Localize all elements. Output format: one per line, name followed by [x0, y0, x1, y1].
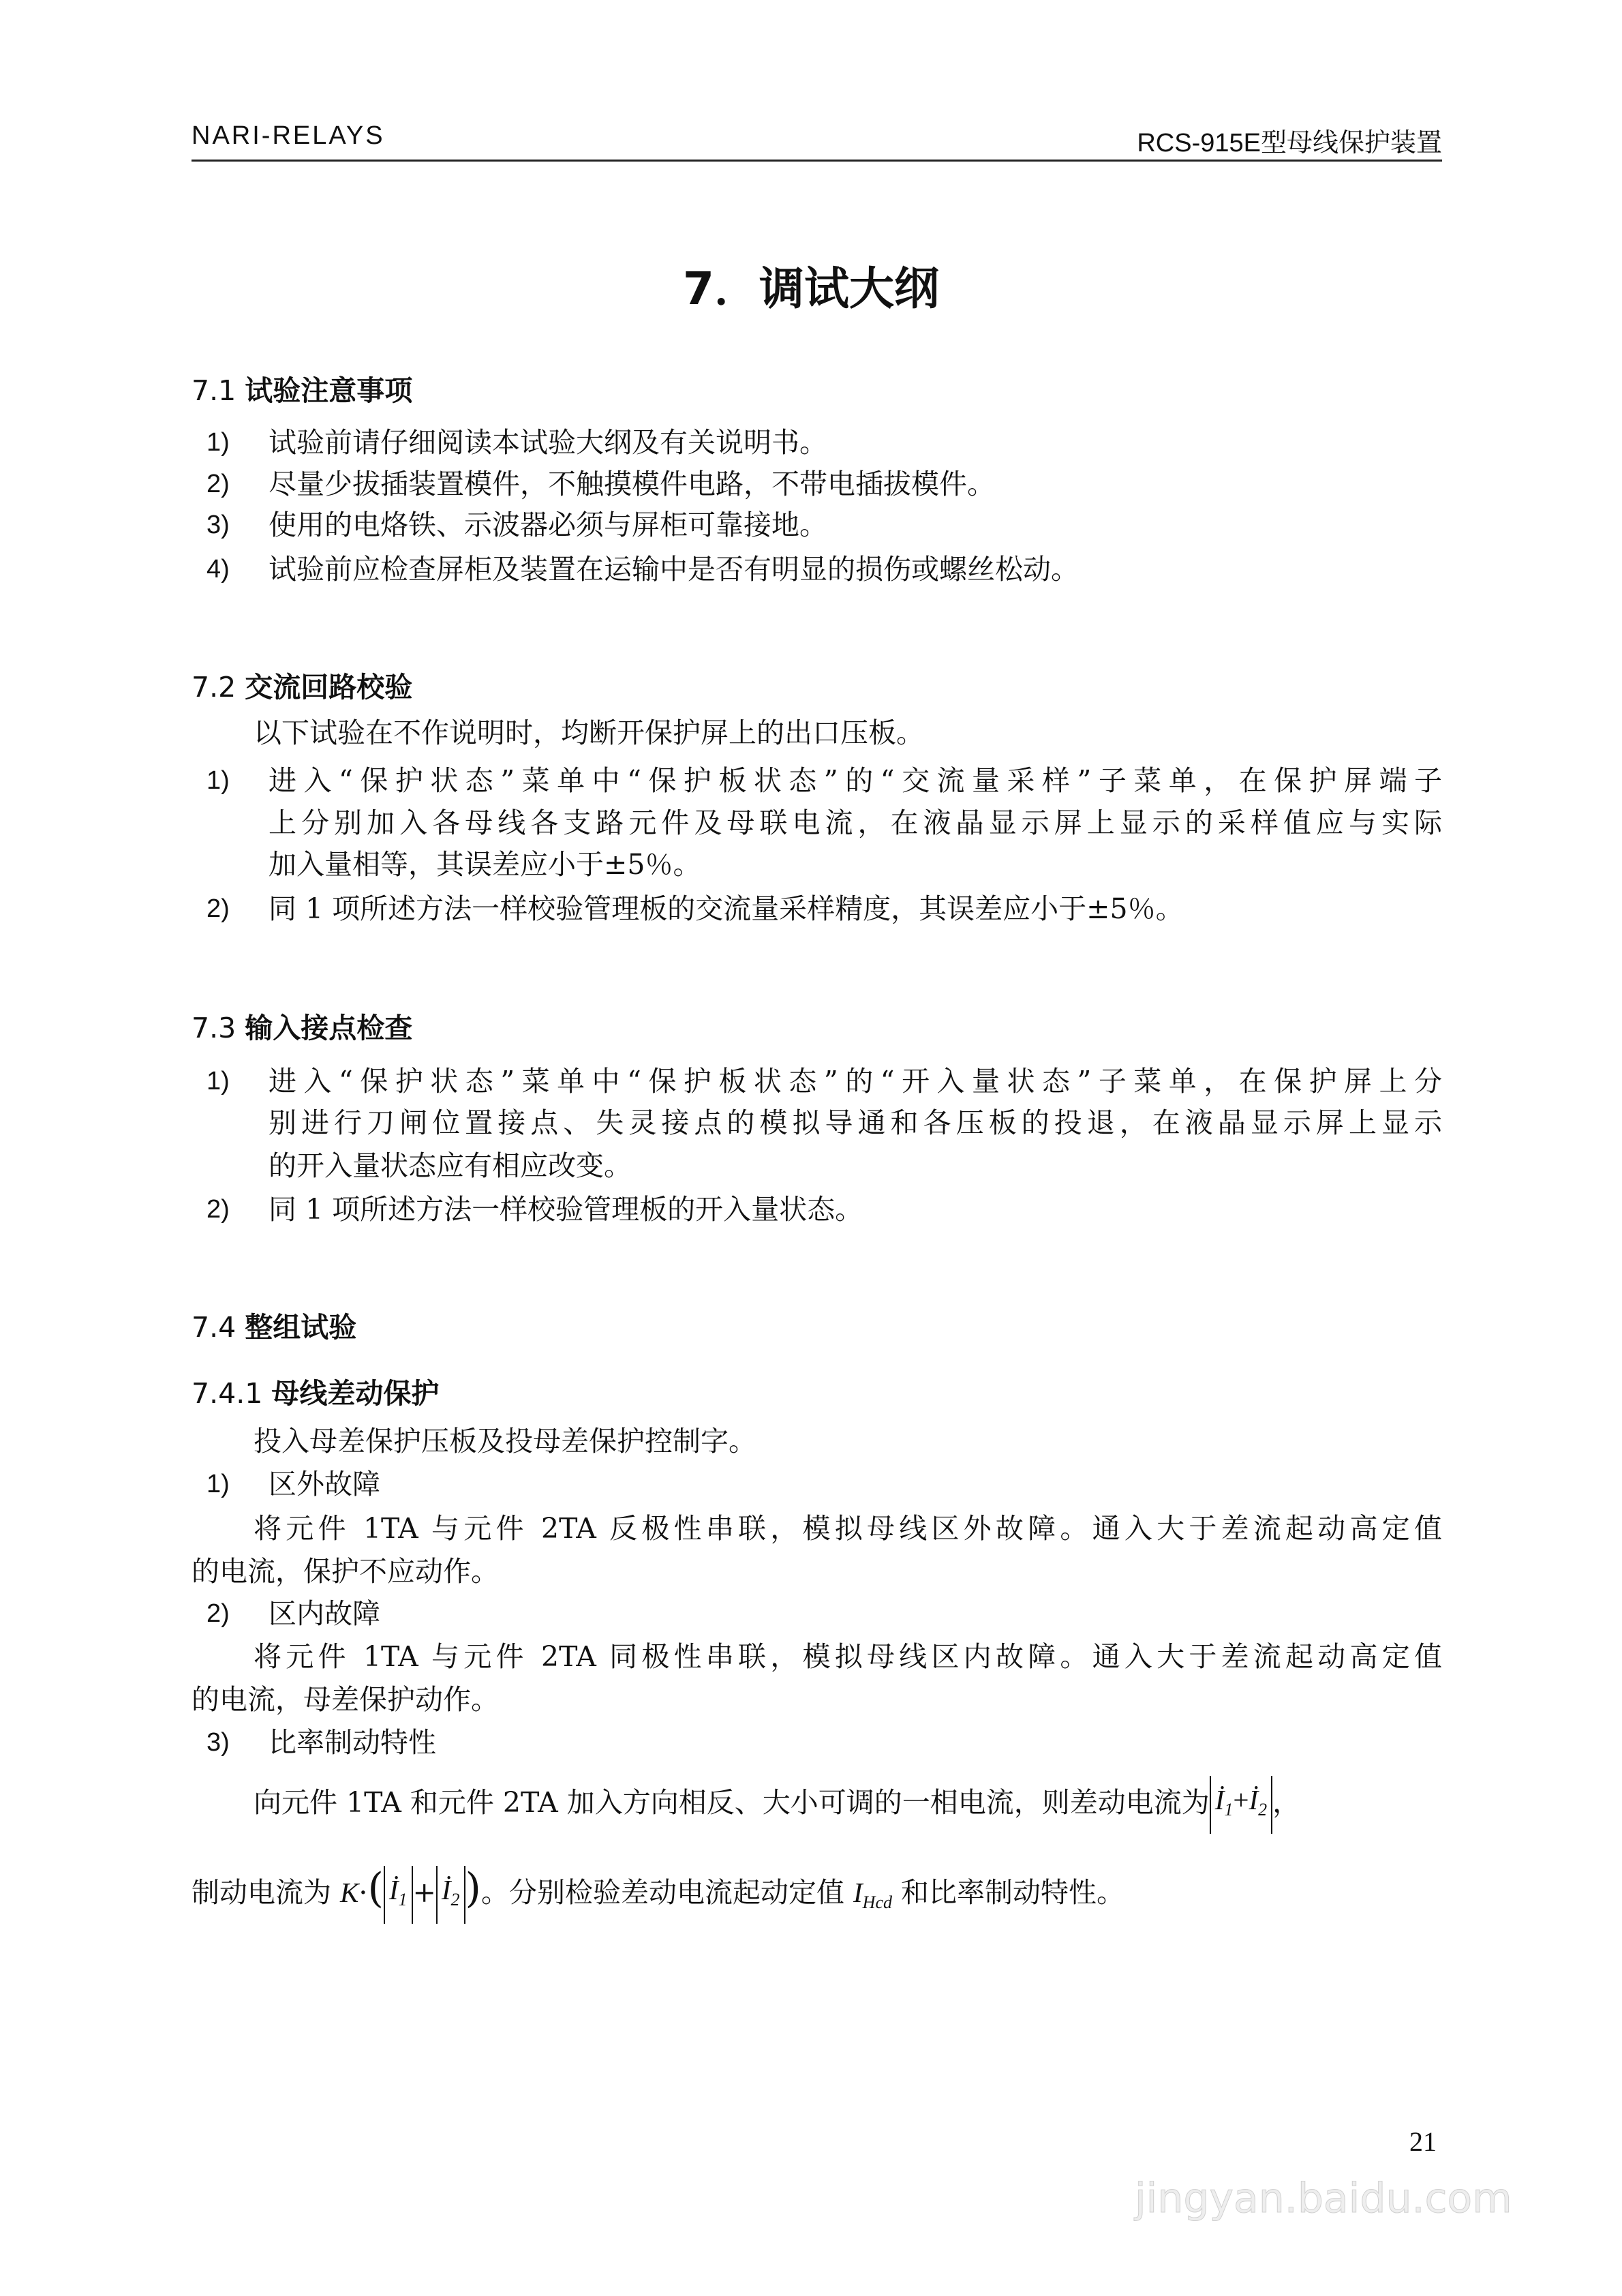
- item-number: 3): [206, 1728, 230, 1757]
- plus-sign: +: [1233, 1784, 1249, 1815]
- section-7-4-1-heading: [192, 1371, 439, 1411]
- subscript: 1: [1224, 1800, 1234, 1820]
- section-7-2-heading: [192, 665, 412, 705]
- baidu-watermark-url: jingyan.baidu.com: [1135, 2175, 1512, 2222]
- list-item: 试验前应检查屏柜及装置在运输中是否有明显的损伤或螺丝松动。: [269, 553, 1079, 586]
- current-symbol: İ: [388, 1873, 399, 1905]
- intro-text: 以下试验在不作说明时，均断开保护屏上的出口压板。: [254, 716, 924, 749]
- list-item: 进入“保护状态”菜单中“保护板状态”的“交流量采样”子菜单，在保护屏端子: [269, 764, 1442, 797]
- section-title: 试验注意事项: [245, 374, 413, 407]
- paren-open: (: [367, 1864, 384, 1912]
- section-title: 母线差动保护: [271, 1377, 440, 1410]
- abs-i2: [436, 1866, 465, 1924]
- case-label: 比率制动特性: [269, 1726, 436, 1759]
- punctuation: ，: [1272, 1786, 1301, 1819]
- section-7-4-heading: [192, 1305, 356, 1345]
- paragraph-cont: 的电流，保护不应动作。: [192, 1555, 499, 1588]
- section-number: 7.4: [192, 1311, 236, 1344]
- item-number: 2): [206, 894, 230, 923]
- paragraph: 。分别检验差动电流起动定值: [480, 1876, 844, 1909]
- differential-current-formula: [1210, 1776, 1272, 1834]
- header-rule: [192, 160, 1442, 162]
- item-number: 2): [206, 470, 230, 498]
- paragraph-cont: 的电流，母差保护动作。: [192, 1683, 499, 1716]
- subscript: 2: [450, 1890, 460, 1910]
- setting-ihcd: [853, 1877, 892, 1913]
- paragraph: 制动电流为: [192, 1876, 331, 1909]
- list-item: 同 1 项所述方法一样校验管理板的交流量采样精度，其误差应小于±5％。: [269, 892, 1184, 925]
- paragraph: 和比率制动特性。: [901, 1876, 1125, 1909]
- list-item-cont: 加入量相等，其误差应小于±5％。: [269, 848, 701, 881]
- section-number: 7.3: [192, 1012, 236, 1044]
- subscript: 2: [1258, 1800, 1268, 1820]
- item-number: 1): [206, 766, 230, 795]
- plus-sign: +: [412, 1876, 436, 1909]
- formula-line-1: [254, 1776, 1300, 1834]
- item-number: 1): [206, 1470, 230, 1498]
- page-title: 7．调试大纲: [683, 262, 939, 315]
- list-item: 进入“保护状态”菜单中“保护板状态”的“开入量状态”子菜单，在保护屏上分: [269, 1065, 1442, 1098]
- list-item-cont: 的开入量状态应有相应改变。: [269, 1149, 632, 1182]
- case-label: 区外故障: [269, 1468, 380, 1500]
- header-right: RCS-915E型母线保护装置: [1137, 129, 1442, 157]
- section-7-1-heading: [192, 368, 412, 408]
- item-number: 4): [206, 555, 230, 584]
- section-number: 7.2: [192, 671, 236, 704]
- dot-operator: ·: [358, 1876, 368, 1909]
- list-item: 尽量少拔插装置模件，不触摸模件电路，不带电插拔模件。: [269, 468, 995, 500]
- case-label: 区内故障: [269, 1597, 380, 1630]
- item-number: 1): [206, 1067, 230, 1096]
- item-number: 2): [206, 1599, 230, 1628]
- list-item: 试验前请仔细阅读本试验大纲及有关说明书。: [269, 426, 827, 459]
- list-item-cont: 上分别加入各母线各支路元件及母联电流，在液晶显示屏上显示的采样值应与实际: [269, 806, 1442, 839]
- section-7-3-heading: [192, 1006, 412, 1046]
- subscript: 1: [398, 1890, 408, 1910]
- section-number: 7.4.1: [192, 1377, 263, 1410]
- header-left: NARI-RELAYS: [192, 121, 385, 150]
- section-title: 整组试验: [245, 1311, 357, 1344]
- current-symbol: İ: [1214, 1784, 1225, 1815]
- abs-i1: [384, 1866, 413, 1924]
- section-title: 输入接点检查: [245, 1012, 413, 1044]
- intro-text: 投入母差保护压板及投母差保护控制字。: [254, 1425, 756, 1457]
- current-symbol: İ: [441, 1873, 451, 1905]
- list-item: 同 1 项所述方法一样校验管理板的开入量状态。: [269, 1193, 863, 1226]
- list-item-cont: 别进行刀闸位置接点、失灵接点的模拟导通和各压板的投退，在液晶显示屏上显示: [269, 1106, 1442, 1139]
- coefficient-k: K: [340, 1877, 359, 1908]
- symbol-i: I: [853, 1877, 863, 1908]
- formula-line-2: [192, 1864, 1124, 1927]
- paragraph: 将元件 1TA 与元件 2TA 反极性串联，模拟母线区外故障。通入大于差流起动高定值: [254, 1512, 1442, 1545]
- item-number: 3): [206, 511, 230, 539]
- paren-close: ): [465, 1864, 481, 1912]
- current-symbol: İ: [1249, 1784, 1259, 1815]
- page-number: 21: [1409, 2126, 1437, 2157]
- list-item: 使用的电烙铁、示波器必须与屏柜可靠接地。: [269, 509, 827, 541]
- section-title: 交流回路校验: [245, 671, 413, 704]
- paragraph: 向元件 1TA 和元件 2TA 加入方向相反、大小可调的一相电流，则差动电流为: [254, 1786, 1210, 1819]
- item-number: 2): [206, 1195, 230, 1224]
- subscript: Hcd: [862, 1892, 892, 1913]
- paragraph: 将元件 1TA 与元件 2TA 同极性串联，模拟母线区内故障。通入大于差流起动高定值: [254, 1640, 1442, 1673]
- item-number: 1): [206, 428, 230, 457]
- section-number: 7.1: [192, 374, 236, 407]
